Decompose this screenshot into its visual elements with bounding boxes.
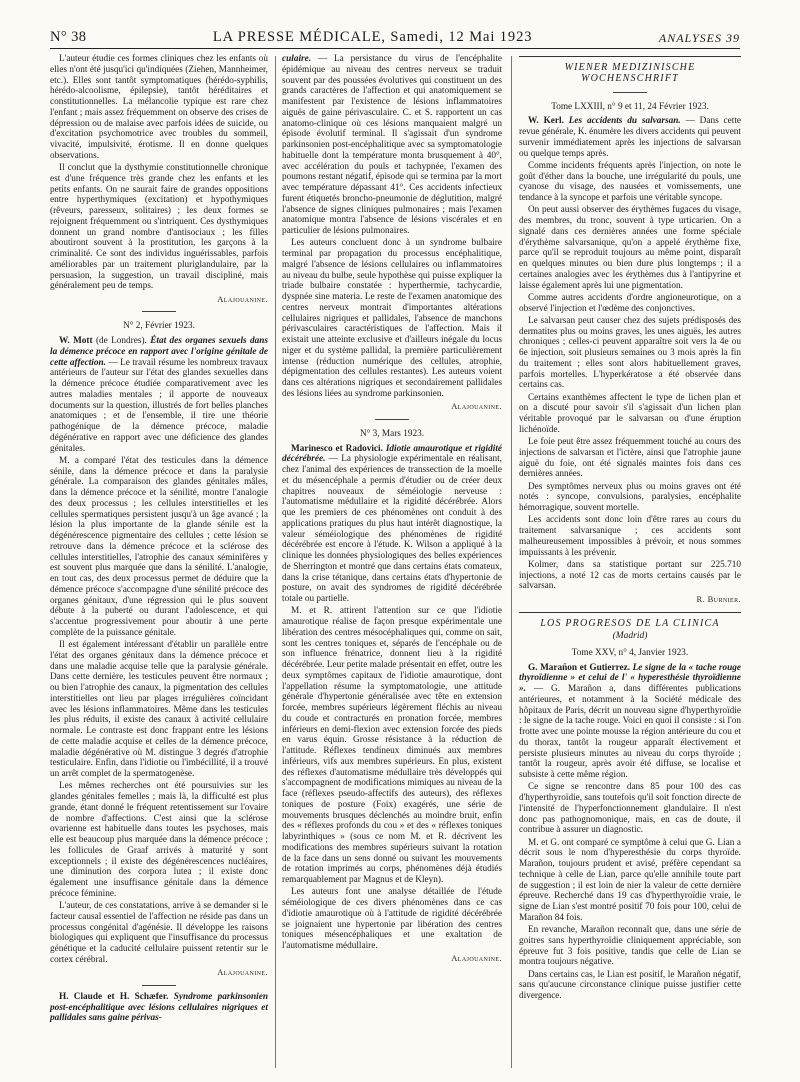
issue-heading: N° 2, Février 1923.: [123, 321, 195, 332]
paragraph: Certains exanthèmes affectent le type de lichen plan et on a discuté pour savoir s'il s'agissait d'un lichen plan véritable provoqué par le salvarsan ou d'une éruption lichénoïde.: [519, 392, 741, 435]
paragraph: Il conclut que la dysthymie constitutionnelle chronique est d'une fréquence très grande chez les enfants et les petits enfants. On ne saurait faire de grandes oppositions entre hyperthymiques (excitation) et hypothymiques (rêveurs, paresseux, solitaires) ; les deux formes se rejoignent fréquemment ou s'intriquent. Ces dysthymiques donnent un grand nombre d'antisociaux ; les filles aboutiront souvent à la prostitution, les garçons à la criminalité. Ce sont des individus inguérissables, parfois améliorables par un traitement pluriglandulaire, par la persuasion, la suggestion, un travail discipliné, mais généralement peu de temps.: [50, 163, 268, 292]
paragraph: M. et G. ont comparé ce symptôme à celui que G. Lian a décrit sous le nom d'hyperesthésie du corps thyroïde. Marañon, toujours prudent et avisé, préfère cependant sa technique à celle de Lian, parce qu'elle annihile toute part de suggestion ; il est loin de nier la valeur de cette dernière épreuve. Recherché dans 19 cas d'hyperthyroïdie vraie, le signe de Lian s'est montré positif 70 fois pour 100, celui de Marañon 84 fois.: [519, 837, 741, 923]
issue-heading: N° 3, Mars 1923.: [359, 428, 425, 439]
paragraph: Comme incidents fréquents après l'injection, on note le goût d'éther dans la bouche, une irrégularité du pouls, une cyanose du visage, des nausées et vomissements, une tendance à la syncope et parfois une véritable syncope.: [519, 160, 741, 203]
author-signature: Alajouanine.: [451, 953, 502, 964]
author-signature: Alajouanine.: [217, 967, 268, 977]
issue-heading: Tome XXV, n° 4, Janvier 1923.: [571, 647, 689, 658]
author-name: W. Kerl.: [528, 116, 564, 127]
author-location: (de Londres).: [92, 336, 151, 346]
abstract-continuation: [282, 54, 502, 237]
paragraph: Kolmer, dans sa statistique portant sur 225.710 injections, a noté 12 cas de morts certains causés par le salvarsan.: [519, 559, 741, 592]
abstract-text: — Dans cette revue générale, K. énumère les divers accidents qui peuvent survenir immédiatement après les injections de salvarsan ou quelque temps après.: [519, 116, 741, 159]
abstract-entry: [282, 444, 502, 605]
journal-name: WIENER MEDIZINISCHE WOCHENSCHRIFT: [564, 62, 696, 84]
journal-name: LOS PROGRESOS DE LA CLINICA: [540, 618, 720, 630]
abstract-text: — Le travail résume les nombreux travaux antérieurs de l'auteur sur l'état des glandes sexuelles dans la démence précoce étudiée comparativement avec les autres maladies mentales ; il apporte de nouveaux documents sur la question, illustrés de fort belles planches anatomiques ; et de l'ensemble, il tire une théorie pathogénique de la démence précoce, maladie dégénérative en rapport avec une déficience des glandes génitales.: [50, 357, 268, 454]
page-number: N° 38: [50, 29, 87, 45]
column-middle: [282, 54, 502, 966]
paragraph: L'auteur, de ces constatations, arrive à se demander si le facteur causal essentiel de l'affection ne réside pas dans un processus congénital d'agénésie. Il développe les raisons biologiques qui expliquent que l'insuffisance du processus génétique et la caducité cellulaire puissent retentir sur le cortex cérébral.: [50, 901, 268, 965]
paragraph: En revanche, Marañon reconnaît que, dans une série de goitres sans hyperthyroïdie cliniquement appréciable, son épreuve fut 3 fois positive, tandis que celle de Lian se montra toujours négative.: [519, 925, 741, 968]
paragraph: Les mêmes recherches ont été poursuivies sur les glandes génitales femelles ; mais là, la difficulté est plus grande, étant donné le fréquent retentissement sur l'ovaire de nombre d'affections. C'est ainsi que la sclérose ovarienne est habituelle dans toutes les psychoses, mais elle est beaucoup plus marquée dans la démence précoce ; les follicules de Graaf arrivés à maturité y sont exceptionnels ; il existe des dégénérescences nucléaires, une diminution des corpora lutea ; il existe donc également une insuffisance génitale dans la démence précoce féminine.: [50, 781, 268, 899]
abstract-text: — La persistance du virus de l'encéphalite épidémique au niveau des centres nerveux se traduit souvent par des poussées évolutives qui constituent un des grands caractères de l'affection et qui anatomiquement se manifestent par l'existence de lésions inflammatoires aiguës de gaine périvasculaire. C. et S. rapportent un cas anatomo-clinique où ces lésions manquaient malgré un épisode évolutif terminal. Il s'agissait d'un syndrome parkinsonien post-encéphalitique avec sa symptomatologie habituelle dont la température monta brusquement à 40°, avec accélération du pouls et tachypnée, l'examen des poumons restant négatif, épisode qui se termina par la mort avec température dépassant 41°. Ces accidents infectieux furent étiquetés broncho-pneumonie de déglutition, malgré l'absence de signes cliniques pulmonaires ; mais l'examen anatomique montra l'absence de lésions viscérales et en particulier de lésions pulmonaires.: [282, 54, 502, 236]
column-divider: [511, 56, 512, 1068]
author-signature: Alajouanine.: [217, 293, 268, 304]
author-name: W. Mott: [59, 336, 93, 346]
issue-heading: Tome LXXIII, n° 9 et 11, 24 Février 1923.: [551, 101, 709, 112]
paragraph: Les auteurs concluent donc à un syndrome bulbaire terminal par propagation du processus encéphalitique, malgré l'absence de lésions cellulaires ou inflammatoires au niveau du bulbe, seule hypothèse qui puisse expliquer la triade bulbaire constatée : hyperthermie, tachycardie, dyspnée sine materia. Le reste de l'examen anatomique des centres nerveux montrait d'importantes altérations cellulaires nigriques et pallidales, l'absence de manchons périvasculaires caractéristiques de l'affection. Mais il existait une atteinte exclusive et d'ailleurs inégale du locus niger et du système pallidal, la première particulièrement intense (réduction numérique des cellules, atrophie, dépigmentation des cellules restantes). Les auteurs voient dans ces altérations nigriques et secondairement pallidales des lésions liées au syndrome parkinsonien.: [282, 238, 502, 399]
separator-rule: [613, 92, 647, 93]
journal-masthead: LA PRESSE MÉDICALE, Samedi, 12 Mai 1923: [212, 29, 533, 45]
paragraph: Le salvarsan peut causer chez des sujets prédisposés des dermatites plus ou moins graves, les unes aiguës, les autres chroniques ; celles-ci peuvent apparaître soit vers la 4e ou 6e injection, soit plusieurs semaines ou 3 mois après la fin du traitement ; elles sont alors habituellement graves, parfois mortelles. L'hyperkératose a été observée dans certains cas.: [519, 315, 741, 391]
paragraph: Ce signe se rencontre dans 85 pour 100 des cas d'hyperthyroïdie, sans toutefois qu'il soit fonction directe de l'intensité de l'hyperfonctionnement glandulaire. Il n'est donc pas pathognomonique, mais, en cas de doute, il contribue à assurer un diagnostic.: [519, 782, 741, 836]
running-header: [50, 22, 740, 49]
paragraph: M. a comparé l'état des testicules dans la démence sénile, dans la démence précoce et dans la paralysie générale. La comparaison des glandes génitales mâles, dans la démence précoce et la sénilité, montre l'analogie des deux processus ; les cellules interstitielles et les cellules spermatiques persistent jusqu'à un âge avancé ; la lésion la plus importante de la glande sénile est la dégénérescence pigmentaire des cellules ; cette lésion se retrouve dans la démence précoce et la sclérose des cellules interstitielles, l'atrophie des canaux séminifères y est souvent plus marquée que dans la sénilité. L'analogie, en tout cas, des deux processus permet de déduire que la démence précoce s'accompagne d'une sénilité précoce des organes génitaux, d'une régression qui le plus souvent débute à la puberté ou durant l'adolescence, et qui s'accentue progressivement pour aboutir à une perte complète de la puissance génitale.: [50, 455, 268, 638]
author-name: Marinesco et Radovici.: [291, 443, 383, 454]
paragraph: Le foie peut être assez fréquemment touché au cours des injections de salvarsan et l'ictère, ainsi que l'atrophie jaune aiguë du foie, ont été signalés maintes fois dans ces dernières années.: [519, 437, 741, 480]
section-rule: [519, 612, 741, 613]
separator-rule: [142, 985, 176, 986]
column-divider: [275, 56, 276, 1068]
paragraph: M. et R. attirent l'attention sur ce que l'idiotie amaurotique réalise de façon presque expérimentale une libération des centres mésocéphaliques qui, comme on sait, sont les centres toniques et, séparés de l'encéphale ou de son influence frénatrice, donnent lieu à la rigidité décérébrée. Leur petite malade présentait en effet, outre les deux symptômes capitaux de l'idiotie amaurotique, dont l'appellation résume la symptomatologie, une attitude générale d'hypertonie généralisée avec tête en extension forcée, membres supérieurs légèrement fléchis au niveau du coude et contracturés en pronation forcée, membres inférieurs en demi-flexion avec extension forcée des pieds en varus équin. Grosse résistance à la réduction de l'attitude. Réflexes tendineux diminués aux membres inférieurs, vifs aux membres supérieurs. En plus, existent des réflexes d'automatisme médullaire très développés qui s'accompagnent de modifications mimiques au niveau de la face (réflexes pseudo-affectifs des auteurs), des réflexes toniques de posture (Foix) exagérés, une série de mouvements brusques déclenchés au moindre bruit, enfin des « réflexes profonds du cou » et des « réflexes toniques labyrinthiques » (sous ce nom M. et R. décrivent les modifications des membres supérieurs suivant la rotation de la face dans un sens donné ou suivant les mouvements de rotation imprimés au corps, phénomènes déjà étudiés remarquablement par Magnus et de Kleyn).: [282, 606, 502, 885]
journal-city: (Madrid): [612, 631, 648, 641]
paragraph: Des symptômes nerveux plus ou moins graves ont été notés : syncope, convulsions, paralysies, encéphalite hémorragique, souvent mortelle.: [519, 481, 741, 513]
paragraph: L'auteur étudie ces formes cliniques chez les enfants où elles n'ont été jusqu'ici qu'indiquées (Ziehen, Mannheimer, etc.). Elles sont tantôt symptomatiques (hérédo-syphilis, hérédo-alcoolisme, épilepsie), tantôt héréditaires et constitutionnelles. La mélancolie typique est rare chez l'enfant ; mais assez fréquemment on observe des crises de dépression ou de malaise avec parfois idées de suicide, ou d'excitation psychomotrice avec troubles du sommeil, vivacité, impulsivité, érotisme. Il en donne quelques observations.: [50, 54, 268, 161]
article-title: culaire.: [282, 54, 312, 64]
paragraph: Les auteurs font une analyse détaillée de l'étude séméiologique de ces divers phénomènes dans ce cas d'idiotie amaurotique où à l'attitude de rigidité décérébrée se joignaient une hypertonie par libération des centres toniques mésencéphaliques et une exaltation de l'automatisme médullaire.: [282, 887, 502, 951]
paragraph: Les accidents sont donc loin d'être rares au cours du traitement salvarsanique ; ces accidents sont malheureusement impossibles à prévoir, et nous sommes impuissants à les prévenir.: [519, 515, 741, 558]
abstract-text: — La physiologie expérimentale en réalisant, chez l'animal des expériences de transsection de la moelle et du mésencéphale a permis d'étudier ou de créer deux chapitres nouveaux de séméiologie nerveuse : l'automatisme médullaire et la rigidité décérébrée. Alors que les premiers de ces phénomènes ont conduit à des applications pratiques du plus haut intérêt diagnostique, la valeur séméiologique des phénomènes de rigidité décérébrée est encore à l'étude. K. Wilson a appliqué à la clinique les données physiologiques des belles expériences de Sherrington et montré que dans certains états comateux, dans la crise tétanique, dans certains états d'hypertonie de posture, on avait des syndromes de rigidité décérébrée totale ou partielle.: [282, 454, 502, 604]
separator-rule: [375, 419, 409, 420]
author-name: H. Claude et H. Schæfer.: [59, 991, 169, 1002]
separator-rule: [142, 311, 176, 312]
article-title: Idiotie amaurotique et rigidité décérébrée.: [282, 443, 502, 465]
abstract-entry: [50, 992, 268, 1024]
abstract-entry: [519, 663, 741, 781]
abstract-text: — G. Marañon a, dans différentes publications antérieures, et notamment à la Société médicale des hôpitaux de Paris, décrit un nouveau signe d'hyperthyroïdie : le signe de la tache rouge. Voici en quoi il consiste : si l'on frotte avec une pointe mousse la région antérieure du cou et du thorax, tantôt la rougeur apparaît électivement et persiste plusieurs minutes au niveau du corps thyroïde ; tantôt la rougeur, après avoir été diffuse, se localise et subsiste à cette même région.: [519, 684, 741, 780]
article-title: Les accidents du salvarsan.: [563, 116, 681, 127]
abstract-entry: [50, 336, 268, 454]
author-signature: R. Burnier.: [696, 593, 741, 604]
author-signature: Alajouanine.: [451, 401, 502, 411]
paragraph: Comme autres accidents d'ordre angioneurotique, on a observé l'injection et l'œdème des conjonctives.: [519, 292, 741, 314]
column-right: [519, 54, 741, 1003]
author-name: G. Marañon et Gutierrez.: [528, 662, 631, 673]
article-title: État des organes sexuels dans la démence précoce en rapport avec l'origine génitale de cette affection.: [50, 336, 268, 368]
abstract-entry: [519, 116, 741, 159]
paragraph: On peut aussi observer des érythèmes fugaces du visage, des membres, du tronc, souvent à type urticarien. On a signalé dans ces dernières années une forme spéciale d'érythème salvarsanique, qu'on a appelé érythème fixe, parce qu'il se reproduit toujours au même point, disparaît en quelques minutes ou bien dure plus longtemps ; il a certaines analogies avec les érythèmes dus à l'antipyrine et laisse également après lui une pigmentation.: [519, 205, 741, 291]
article-title: Le signe de la « tache rouge thyroïdienne » et celui de l' « hyperesthésie thyroïdienne ».: [519, 662, 741, 694]
section-rule: [519, 56, 741, 57]
paragraph: Dans certains cas, le Lian est positif, le Marañon négatif, sans qu'aucune circonstance clinique puisse justifier cette divergence.: [519, 969, 741, 1001]
section-label: ANALYSES 39: [658, 31, 740, 45]
column-left: [50, 54, 268, 1026]
article-title: Syndrome parkinsonien post-encéphalitique avec lésions cellulaires nigriques et pallidales sans gaine périvas-: [50, 991, 268, 1024]
paragraph: Il est également intéressant d'établir un parallèle entre l'état des organes génitaux dans la démence précoce et dans une maladie acquise telle que la paralysie générale. Dans cette dernière, les testicules peuvent être normaux ; ou bien l'atrophie des canaux, la pigmentation des cellules interstitielles ont lieu par plages irrégulières coïncidant avec les lésions inflammatoires. Même dans les testicules les plus réduits, il existe des canaux à activité cellulaire normale. Le contraste est donc frappant entre les lésions de cette maladie acquise et celles de la démence précoce, maladie dégénérative où M. distingue 3 degrés d'atrophie testiculaire. Enfin, dans l'idiotie ou l'imbécillité, il a trouvé un arrêt complet de la spermatogenèse.: [50, 640, 268, 779]
